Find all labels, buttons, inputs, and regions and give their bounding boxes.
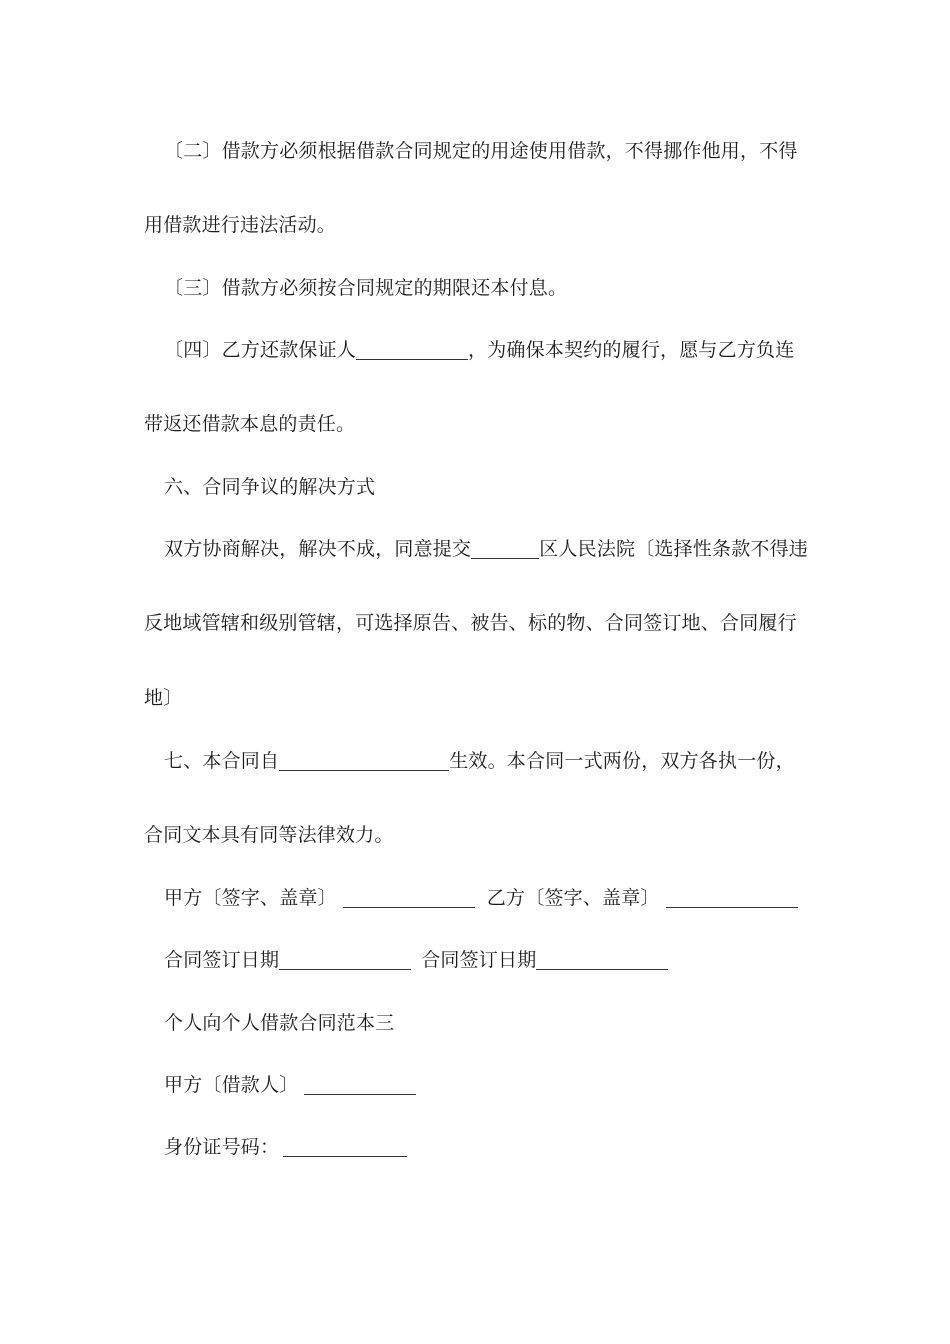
template-3-title: 个人向个人借款合同范本三 bbox=[164, 1012, 395, 1034]
clause-4-text-a: 〔四〕乙方还款保证人 bbox=[164, 339, 357, 361]
sign-date-blank-b[interactable] bbox=[536, 951, 668, 970]
party-a-sign-label: 甲方〔签字、盖章〕 bbox=[164, 887, 337, 909]
lender-blank[interactable] bbox=[304, 1076, 416, 1095]
sign-date-label-a: 合同签订日期 bbox=[164, 949, 280, 971]
lender-line bbox=[164, 1072, 844, 1098]
clause-2-line-1: 〔二〕借款方必须根据借款合同规定的用途使用借款，不得挪作他用，不得 bbox=[164, 140, 798, 162]
sign-date-label-b: 合同签订日期 bbox=[421, 949, 537, 971]
clause-3: 〔三〕借款方必须按合同规定的期限还本付息。 bbox=[164, 277, 568, 299]
section-6-line-2: 反地域管辖和级别管辖，可选择原告、被告、标的物、合同签订地、合同履行 bbox=[144, 612, 797, 634]
effective-date-blank[interactable] bbox=[279, 752, 449, 771]
section-6-line-3: 地〕 bbox=[144, 687, 183, 709]
clause-4-line-1 bbox=[164, 337, 844, 363]
id-number-blank[interactable] bbox=[283, 1138, 407, 1157]
sign-date-blank-a[interactable] bbox=[279, 951, 411, 970]
clause-2-line-2: 用借款进行违法活动。 bbox=[144, 214, 337, 236]
id-number-label: 身份证号码： bbox=[164, 1136, 280, 1158]
section-7-text-a: 七、本合同自 bbox=[164, 750, 280, 772]
court-blank[interactable] bbox=[471, 540, 539, 559]
section-6-line-1 bbox=[164, 536, 844, 562]
party-b-sign-blank[interactable] bbox=[666, 889, 798, 908]
lender-label: 甲方〔借款人〕 bbox=[164, 1074, 299, 1096]
section-6-text-b: 区人民法院〔选择性条款不得违 bbox=[539, 538, 809, 560]
section-7-text-b: 生效。本合同一式两份，双方各执一份， bbox=[449, 750, 795, 772]
guarantor-blank[interactable] bbox=[356, 341, 468, 360]
clause-4-line-2: 带返还借款本息的责任。 bbox=[144, 413, 356, 435]
section-7-line-1 bbox=[164, 748, 844, 774]
party-a-sign-blank[interactable] bbox=[343, 889, 475, 908]
clause-4-text-b: ，为确保本契约的履行，愿与乙方负连 bbox=[468, 339, 795, 361]
id-number-line bbox=[164, 1134, 844, 1160]
section-7-line-2: 合同文本具有同等法律效力。 bbox=[144, 824, 394, 846]
sign-date-line bbox=[164, 947, 844, 973]
section-6-title: 六、合同争议的解决方式 bbox=[164, 476, 376, 498]
signature-line bbox=[164, 885, 844, 911]
section-6-text-a: 双方协商解决，解决不成，同意提交 bbox=[164, 538, 472, 560]
party-b-sign-label: 乙方〔签字、盖章〕 bbox=[486, 887, 660, 909]
